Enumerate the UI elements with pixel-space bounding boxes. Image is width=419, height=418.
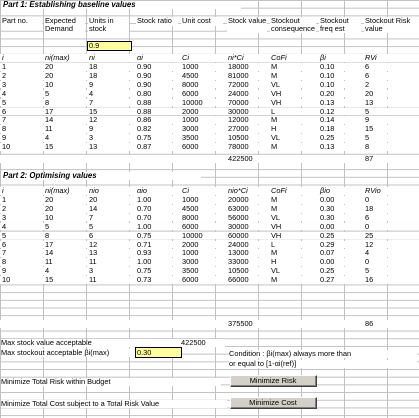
part2-cell-demand[interactable]: 8 — [45, 231, 50, 240]
part1-cell-freq[interactable]: 0.25 — [320, 134, 335, 142]
part1-symbol-ratio: αi — [137, 54, 143, 62]
part1-table-row — [0, 143, 419, 151]
part2-table-row — [0, 223, 419, 231]
header-stock-value: Stock value — [227, 17, 267, 33]
part2-cell-unit-cost[interactable]: 1000 — [182, 196, 199, 204]
part1-cell-units[interactable]: 7 — [89, 98, 94, 107]
part2-cell-ratio[interactable]: 1.00 — [137, 196, 152, 204]
part2-cell-unit-cost[interactable]: 3000 — [182, 258, 199, 266]
part1-cell-risk[interactable]: 9 — [365, 116, 370, 125]
stock-ratio-input-cell[interactable]: 0.9 — [88, 42, 131, 50]
part1-cell-consequence[interactable]: VL — [271, 134, 281, 142]
part1-symbol-stock-value: ni*Ci — [228, 54, 244, 62]
part1-cell-units[interactable]: 3 — [89, 134, 94, 142]
part2-cell-freq[interactable]: 0.27 — [320, 276, 335, 284]
minimize-cost-label: Minimize Total Cost subject to a Total Risk Value — [1, 400, 227, 408]
part2-cell-risk[interactable]: 5 — [365, 267, 370, 275]
part1-cell-unit-cost[interactable]: 3500 — [182, 134, 199, 142]
part1-cell-stock-value[interactable]: 72000 — [228, 80, 249, 89]
part1-cell-units[interactable]: 12 — [89, 116, 98, 125]
condition-line-2: or equal to [1-αi(ref)] — [229, 360, 417, 368]
part2-cell-ratio[interactable]: 1.00 — [137, 258, 152, 266]
part1-cell-risk[interactable]: 8 — [365, 143, 370, 151]
part1-totals-row — [0, 155, 419, 163]
part2-cell-stock-value[interactable]: 56000 — [228, 213, 249, 222]
header-stockout-risk-value: Stockout Risk value — [364, 17, 419, 33]
part2-cell-part-no[interactable]: 5 — [2, 231, 7, 240]
part2-cell-demand[interactable]: 14 — [45, 249, 54, 258]
part2-cell-risk[interactable]: 4 — [365, 249, 370, 258]
part1-cell-stock-value[interactable]: 70000 — [228, 98, 249, 107]
part2-cell-ratio[interactable]: 1.00 — [137, 222, 152, 231]
part1-symbol-units: ni — [89, 54, 95, 62]
part1-cell-demand[interactable]: 5 — [45, 89, 50, 98]
part2-symbol-risk: RVio — [365, 187, 381, 195]
part1-cell-freq[interactable]: 0.10 — [320, 63, 335, 71]
part1-title: Part 1: Establishing baseline values — [1, 1, 241, 9]
part2-cell-unit-cost[interactable]: 3500 — [182, 267, 199, 275]
max-stock-value[interactable]: 422500 — [181, 339, 225, 347]
part1-table-row — [0, 125, 419, 133]
part2-cell-ratio[interactable]: 0.75 — [137, 267, 152, 275]
part2-cell-consequence[interactable]: VH — [271, 222, 282, 231]
part1-cell-ratio[interactable]: 0.90 — [137, 71, 152, 80]
part1-cell-part-no[interactable]: 9 — [2, 134, 7, 142]
header-unit-cost: Unit cost — [181, 17, 223, 26]
part1-cell-unit-cost[interactable]: 10000 — [182, 98, 203, 107]
part2-cell-units[interactable]: 6 — [89, 231, 94, 240]
part2-cell-risk[interactable]: 0 — [365, 258, 370, 266]
part2-cell-risk[interactable]: 18 — [365, 204, 374, 213]
part2-cell-stock-value[interactable]: 60000 — [228, 231, 249, 240]
part1-cell-part-no[interactable]: 2 — [2, 71, 7, 80]
part1-table-row — [0, 63, 419, 71]
part2-cell-freq[interactable]: 0.29 — [320, 240, 335, 249]
part1-cell-freq[interactable]: 0.13 — [320, 98, 335, 107]
part1-cell-part-no[interactable]: 4 — [2, 89, 7, 98]
part1-cell-freq[interactable]: 0.20 — [320, 89, 335, 98]
part2-cell-demand[interactable]: 20 — [45, 196, 54, 204]
part1-cell-part-no[interactable]: 10 — [2, 143, 11, 151]
part2-cell-consequence[interactable]: M — [271, 249, 278, 258]
part1-cell-units[interactable]: 15 — [89, 107, 98, 116]
part1-cell-ratio[interactable]: 0.87 — [137, 143, 152, 151]
part2-symbol-freq: βio — [320, 187, 330, 195]
part2-cell-consequence[interactable]: M — [271, 196, 278, 204]
part2-symbol-units: nio — [89, 187, 99, 195]
minimize-risk-label: Minimize Total Risk within Budget — [1, 378, 221, 386]
part2-cell-part-no[interactable]: 8 — [2, 258, 7, 266]
part2-cell-freq[interactable]: 0.07 — [320, 249, 335, 258]
part1-cell-stock-value[interactable]: 12000 — [228, 116, 249, 125]
part2-cell-demand[interactable]: 5 — [45, 222, 50, 231]
part1-cell-consequence[interactable]: VL — [271, 80, 281, 89]
part2-title: Part 2: Optimising values — [1, 172, 201, 180]
part2-cell-unit-cost[interactable]: 8000 — [182, 213, 199, 222]
part2-cell-consequence[interactable]: M — [271, 276, 278, 284]
part1-cell-freq[interactable]: 0.18 — [320, 125, 335, 133]
part2-cell-units[interactable]: 11 — [89, 258, 97, 266]
part1-cell-units[interactable]: 13 — [89, 143, 98, 151]
part2-cell-stock-value[interactable]: 13000 — [228, 249, 249, 258]
part1-cell-demand[interactable]: 4 — [45, 134, 50, 142]
part2-symbol-row — [0, 187, 419, 195]
part2-cell-part-no[interactable]: 3 — [2, 213, 7, 222]
part1-cell-unit-cost[interactable]: 3000 — [182, 125, 199, 133]
part2-table-row — [0, 276, 419, 284]
part2-cell-stock-value[interactable]: 10500 — [228, 267, 249, 275]
part2-cell-part-no[interactable]: 10 — [2, 276, 11, 284]
part1-table-row — [0, 81, 419, 89]
part2-cell-demand[interactable]: 4 — [45, 267, 50, 275]
part2-cell-unit-cost[interactable]: 1000 — [182, 249, 199, 258]
part1-cell-consequence[interactable]: M — [271, 116, 278, 125]
part1-cell-freq[interactable]: 0.10 — [320, 80, 335, 89]
part1-cell-risk[interactable]: 5 — [365, 107, 370, 116]
part1-cell-freq[interactable]: 0.12 — [320, 107, 335, 116]
part1-cell-stock-value[interactable]: 27000 — [228, 125, 249, 133]
part1-symbol-demand: ni(max) — [45, 54, 70, 62]
part2-cell-ratio[interactable]: 0.73 — [137, 276, 152, 284]
part2-cell-freq[interactable]: 0.25 — [320, 267, 335, 275]
part2-table-row — [0, 267, 419, 275]
part1-cell-ratio[interactable]: 0.90 — [137, 63, 152, 71]
max-stock-label: Max stock value acceptable — [1, 339, 181, 347]
part2-cell-ratio[interactable]: 0.93 — [137, 249, 152, 258]
part1-cell-stock-value[interactable]: 24000 — [228, 89, 249, 98]
part1-total-risk: 87 — [365, 155, 374, 163]
part1-cell-ratio[interactable]: 0.82 — [137, 125, 152, 133]
part2-cell-freq[interactable]: 0.25 — [320, 231, 335, 240]
part1-table-row — [0, 72, 419, 80]
part1-cell-risk[interactable]: 5 — [365, 134, 370, 142]
part1-cell-stock-value[interactable]: 78000 — [228, 143, 249, 151]
part2-cell-part-no[interactable]: 2 — [2, 204, 7, 213]
part1-cell-risk[interactable]: 6 — [365, 63, 370, 71]
part1-cell-consequence[interactable]: M — [271, 71, 278, 80]
condition-line-1: Condition : βi(max) always more than — [229, 350, 417, 358]
part1-table-row — [0, 99, 419, 107]
header-stockout-freq-est: Stockout freq est — [319, 17, 361, 33]
part2-cell-part-no[interactable]: 6 — [2, 240, 7, 249]
part1-cell-unit-cost[interactable]: 2000 — [182, 107, 199, 116]
part1-cell-part-no[interactable]: 6 — [2, 107, 7, 116]
part2-cell-ratio[interactable]: 0.71 — [137, 240, 152, 249]
part2-cell-unit-cost[interactable]: 6000 — [182, 276, 199, 284]
part2-cell-risk[interactable]: 16 — [365, 276, 374, 284]
part2-cell-ratio[interactable]: 0.70 — [137, 213, 152, 222]
part1-cell-risk[interactable]: 15 — [365, 125, 374, 133]
part2-cell-freq[interactable]: 0.00 — [320, 196, 335, 204]
part2-cell-freq[interactable]: 0.30 — [320, 204, 335, 213]
part2-table-row — [0, 196, 419, 204]
part2-cell-unit-cost[interactable]: 6000 — [182, 222, 199, 231]
part2-cell-units[interactable]: 7 — [89, 213, 94, 222]
part2-cell-stock-value[interactable]: 66000 — [228, 276, 249, 284]
part1-symbol-row — [0, 54, 419, 62]
part2-cell-units[interactable]: 3 — [89, 267, 94, 275]
part1-cell-units[interactable]: 4 — [89, 89, 94, 98]
part1-cell-demand[interactable]: 8 — [45, 98, 50, 107]
part1-total-stock-value: 422500 — [228, 155, 253, 163]
header-stock-ratio: Stock ratio — [136, 17, 178, 26]
part2-cell-units[interactable]: 14 — [89, 204, 98, 213]
part1-cell-stock-value[interactable]: 18000 — [228, 63, 249, 71]
part1-cell-unit-cost[interactable]: 8000 — [182, 80, 199, 89]
part2-symbol-consequence: CoFi — [271, 187, 287, 195]
part2-cell-consequence[interactable]: VH — [271, 231, 282, 240]
part1-cell-demand[interactable]: 15 — [45, 143, 54, 151]
part1-symbol-freq: βi — [320, 54, 326, 62]
part1-cell-units[interactable]: 18 — [89, 71, 98, 80]
part1-cell-consequence[interactable]: M — [271, 63, 278, 71]
part2-cell-freq[interactable]: 0.30 — [320, 213, 335, 222]
part1-table-row — [0, 90, 419, 98]
part2-cell-ratio[interactable]: 0.70 — [137, 204, 152, 213]
part1-cell-consequence[interactable]: VH — [271, 89, 282, 98]
header-stockout-consequence: Stockout consequence — [271, 17, 315, 33]
part1-cell-unit-cost[interactable]: 4500 — [182, 71, 199, 80]
part1-cell-stock-value[interactable]: 81000 — [228, 71, 249, 80]
part2-symbol-unit-cost: Ci — [182, 187, 189, 195]
part2-table-row — [0, 214, 419, 222]
part2-table-row — [0, 241, 419, 249]
part2-table-row — [0, 249, 419, 257]
part1-table-row — [0, 116, 419, 124]
part2-cell-unit-cost[interactable]: 10000 — [182, 231, 203, 240]
part1-cell-demand[interactable]: 20 — [45, 63, 54, 71]
part1-cell-unit-cost[interactable]: 1000 — [182, 116, 199, 125]
part1-table-row — [0, 108, 419, 116]
part2-cell-demand[interactable]: 20 — [45, 204, 54, 213]
part2-cell-consequence[interactable]: M — [271, 204, 278, 213]
part2-cell-units[interactable]: 5 — [89, 222, 94, 231]
part2-cell-risk[interactable]: 0 — [365, 196, 370, 204]
part2-cell-freq[interactable]: 0.00 — [320, 222, 335, 231]
part1-cell-ratio[interactable]: 0.75 — [137, 134, 152, 142]
minimize-cost-button[interactable] — [230, 397, 317, 409]
part2-totals-row — [0, 320, 419, 328]
part2-cell-units[interactable]: 11 — [89, 276, 97, 284]
part1-symbol-risk: RVi — [365, 54, 377, 62]
part2-symbol-stock-value: nio*Ci — [228, 187, 248, 195]
part1-cell-unit-cost[interactable]: 1000 — [182, 63, 199, 71]
minimize-cost-button-label: Minimize Cost — [231, 398, 316, 408]
part2-cell-consequence[interactable]: VL — [271, 213, 281, 222]
part1-cell-demand[interactable]: 14 — [45, 116, 54, 125]
part2-cell-demand[interactable]: 15 — [45, 276, 54, 284]
part1-cell-consequence[interactable]: H — [271, 125, 277, 133]
part2-cell-risk[interactable]: 12 — [365, 240, 374, 249]
part1-cell-stock-value[interactable]: 30000 — [228, 107, 249, 116]
part2-cell-demand[interactable]: 17 — [45, 240, 54, 249]
part2-table-row — [0, 232, 419, 240]
part2-total-stock-value: 375500 — [228, 320, 253, 328]
part1-cell-consequence[interactable]: L — [271, 107, 276, 116]
part1-cell-unit-cost[interactable]: 6000 — [182, 143, 199, 151]
part2-table-row — [0, 205, 419, 213]
part1-symbol-consequence: CoFi — [271, 54, 287, 62]
part1-cell-demand[interactable]: 10 — [45, 80, 54, 89]
max-stockout-input-cell[interactable]: 0.30 — [136, 348, 181, 357]
part2-cell-unit-cost[interactable]: 4500 — [182, 204, 199, 213]
part1-cell-part-no[interactable]: 3 — [2, 80, 7, 89]
part1-cell-stock-value[interactable]: 10500 — [228, 134, 249, 142]
part1-cell-risk[interactable]: 2 — [365, 80, 370, 89]
part1-cell-ratio[interactable]: 0.88 — [137, 107, 152, 116]
part2-cell-demand[interactable]: 11 — [45, 258, 53, 266]
header-part-no: Part no. — [1, 17, 42, 26]
part1-cell-ratio[interactable]: 0.88 — [137, 98, 152, 107]
part1-cell-freq[interactable]: 0.13 — [320, 143, 335, 151]
part2-cell-units[interactable]: 13 — [89, 249, 98, 258]
part1-cell-demand[interactable]: 20 — [45, 71, 54, 80]
part2-cell-units[interactable]: 12 — [89, 240, 98, 249]
part2-symbol-part-no: i — [2, 187, 4, 195]
part1-cell-part-no[interactable]: 7 — [2, 116, 7, 125]
part2-symbol-ratio: αio — [137, 187, 147, 195]
part2-cell-stock-value[interactable]: 33000 — [228, 258, 249, 266]
part1-cell-consequence[interactable]: VH — [271, 98, 282, 107]
part2-cell-stock-value[interactable]: 24000 — [228, 240, 249, 249]
part2-cell-demand[interactable]: 10 — [45, 213, 54, 222]
part1-cell-ratio[interactable]: 0.90 — [137, 80, 152, 89]
header-units-in-stock: Units in stock — [88, 17, 129, 33]
part1-symbol-part-no: i — [2, 54, 4, 62]
part2-cell-unit-cost[interactable]: 2000 — [182, 240, 199, 249]
part2-cell-part-no[interactable]: 7 — [2, 249, 7, 258]
part2-cell-consequence[interactable]: H — [271, 258, 277, 266]
part1-cell-risk[interactable]: 6 — [365, 71, 370, 80]
part1-cell-demand[interactable]: 11 — [45, 125, 53, 133]
part2-cell-part-no[interactable]: 1 — [2, 196, 7, 204]
part1-cell-risk[interactable]: 13 — [365, 98, 374, 107]
part1-cell-freq[interactable]: 0.14 — [320, 116, 335, 125]
part1-cell-units[interactable]: 18 — [89, 63, 98, 71]
part2-cell-units[interactable]: 20 — [89, 196, 98, 204]
part1-cell-units[interactable]: 9 — [89, 125, 94, 133]
part1-cell-units[interactable]: 9 — [89, 80, 94, 89]
part2-cell-stock-value[interactable]: 30000 — [228, 222, 249, 231]
part2-cell-stock-value[interactable]: 20000 — [228, 196, 249, 204]
part1-cell-ratio[interactable]: 0.80 — [137, 89, 152, 98]
part2-cell-risk[interactable]: 0 — [365, 222, 370, 231]
part2-table-row — [0, 258, 419, 266]
part1-symbol-unit-cost: Ci — [182, 54, 189, 62]
part1-cell-part-no[interactable]: 5 — [2, 98, 7, 107]
part1-cell-freq[interactable]: 0.10 — [320, 71, 335, 80]
minimize-risk-button[interactable] — [230, 375, 317, 387]
part1-cell-unit-cost[interactable]: 6000 — [182, 89, 199, 98]
part2-total-risk: 86 — [365, 320, 374, 328]
part2-cell-freq[interactable]: 0.00 — [320, 258, 335, 266]
max-stockout-label: Max stockout acceptable βi(max) — [1, 349, 135, 357]
part2-cell-consequence[interactable]: VL — [271, 267, 281, 275]
part1-cell-consequence[interactable]: M — [271, 143, 278, 151]
header-expected-demand: Expected Demand — [44, 17, 85, 33]
minimize-risk-button-label: Minimize Risk — [231, 376, 316, 386]
part1-cell-part-no[interactable]: 8 — [2, 125, 7, 133]
part1-table-row — [0, 134, 419, 142]
part1-cell-part-no[interactable]: 1 — [2, 63, 7, 71]
part2-cell-part-no[interactable]: 4 — [2, 222, 7, 231]
part2-cell-stock-value[interactable]: 63000 — [228, 204, 249, 213]
part2-cell-risk[interactable]: 6 — [365, 213, 370, 222]
part1-cell-demand[interactable]: 17 — [45, 107, 54, 116]
part1-cell-risk[interactable]: 20 — [365, 89, 374, 98]
part1-cell-ratio[interactable]: 0.86 — [137, 116, 152, 125]
part2-symbol-demand: ni(max) — [45, 187, 70, 195]
part2-cell-consequence[interactable]: L — [271, 240, 276, 249]
part2-cell-risk[interactable]: 25 — [365, 231, 374, 240]
part2-cell-part-no[interactable]: 9 — [2, 267, 7, 275]
part2-cell-ratio[interactable]: 0.75 — [137, 231, 152, 240]
